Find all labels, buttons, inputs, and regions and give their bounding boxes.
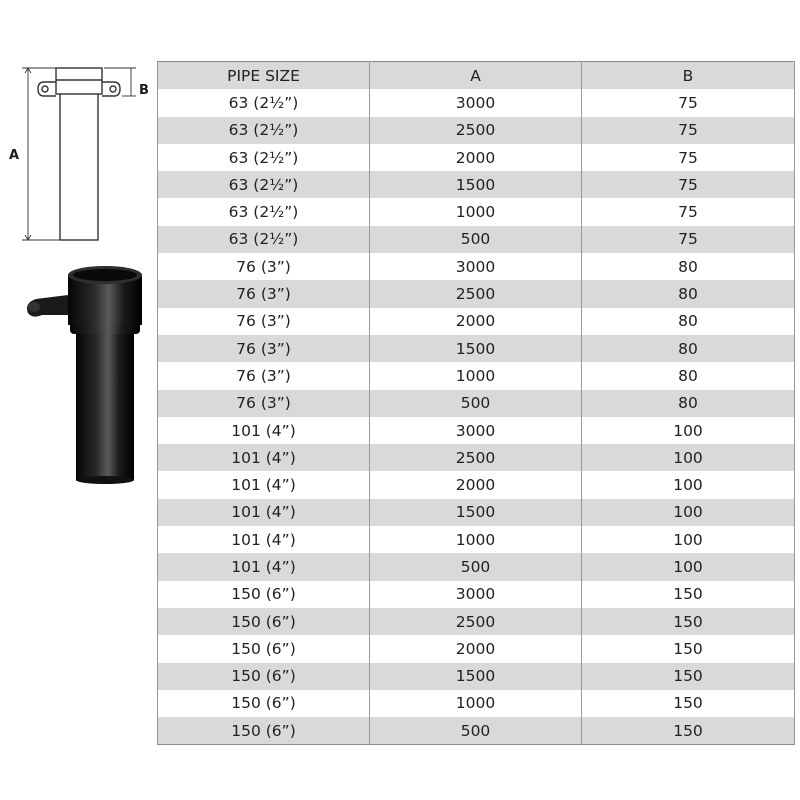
cell-a: 1500 bbox=[370, 335, 582, 362]
cell-a: 3000 bbox=[370, 253, 582, 280]
cell-pipe-size: 76 (3”) bbox=[158, 253, 370, 280]
cell-b: 150 bbox=[582, 581, 795, 608]
table-row bbox=[158, 198, 795, 225]
cell-b: 150 bbox=[582, 690, 795, 717]
dimension-a-label: A bbox=[9, 148, 20, 163]
cell-b: 150 bbox=[582, 663, 795, 690]
cell-a: 2000 bbox=[370, 308, 582, 335]
cell-a: 2000 bbox=[370, 471, 582, 498]
table-row bbox=[158, 717, 795, 745]
table-row bbox=[158, 308, 795, 335]
table-row bbox=[158, 144, 795, 171]
table-row bbox=[158, 581, 795, 608]
table-row bbox=[158, 690, 795, 717]
table-row bbox=[158, 390, 795, 417]
cell-b: 75 bbox=[582, 144, 795, 171]
cell-b: 150 bbox=[582, 635, 795, 662]
cell-b: 80 bbox=[582, 390, 795, 417]
cell-a: 2000 bbox=[370, 144, 582, 171]
table-row bbox=[158, 553, 795, 580]
cell-b: 100 bbox=[582, 526, 795, 553]
cell-a: 2000 bbox=[370, 635, 582, 662]
cell-a: 500 bbox=[370, 390, 582, 417]
cell-b: 80 bbox=[582, 335, 795, 362]
cell-pipe-size: 101 (4”) bbox=[158, 526, 370, 553]
cell-a: 1000 bbox=[370, 526, 582, 553]
table-row bbox=[158, 663, 795, 690]
cell-b: 75 bbox=[582, 171, 795, 198]
cell-a: 3000 bbox=[370, 581, 582, 608]
table-header-row bbox=[158, 62, 795, 90]
table-row bbox=[158, 635, 795, 662]
cell-a: 1000 bbox=[370, 690, 582, 717]
cell-pipe-size: 150 (6”) bbox=[158, 690, 370, 717]
table-row bbox=[158, 280, 795, 307]
cell-a: 1000 bbox=[370, 362, 582, 389]
cell-a: 1000 bbox=[370, 198, 582, 225]
cell-pipe-size: 63 (2½”) bbox=[158, 144, 370, 171]
pipe-dimension-diagram bbox=[0, 50, 160, 250]
pipe-size-table bbox=[157, 61, 795, 745]
cell-a: 3000 bbox=[370, 417, 582, 444]
table-row bbox=[158, 335, 795, 362]
cell-pipe-size: 150 (6”) bbox=[158, 635, 370, 662]
cell-pipe-size: 76 (3”) bbox=[158, 362, 370, 389]
cell-pipe-size: 101 (4”) bbox=[158, 471, 370, 498]
table-row bbox=[158, 417, 795, 444]
cell-a: 2500 bbox=[370, 117, 582, 144]
cell-pipe-size: 150 (6”) bbox=[158, 581, 370, 608]
header-pipe-size: PIPE SIZE bbox=[158, 62, 370, 90]
cell-b: 100 bbox=[582, 553, 795, 580]
cell-pipe-size: 63 (2½”) bbox=[158, 226, 370, 253]
table-row bbox=[158, 608, 795, 635]
cell-b: 80 bbox=[582, 362, 795, 389]
cell-a: 2500 bbox=[370, 608, 582, 635]
cell-b: 80 bbox=[582, 280, 795, 307]
cell-pipe-size: 76 (3”) bbox=[158, 280, 370, 307]
cell-pipe-size: 101 (4”) bbox=[158, 499, 370, 526]
pipe-product-image bbox=[18, 255, 158, 490]
table-row bbox=[158, 253, 795, 280]
table-row bbox=[158, 526, 795, 553]
cell-a: 3000 bbox=[370, 89, 582, 116]
cell-b: 80 bbox=[582, 253, 795, 280]
cell-b: 100 bbox=[582, 499, 795, 526]
cell-b: 100 bbox=[582, 417, 795, 444]
cell-b: 75 bbox=[582, 89, 795, 116]
header-b: B bbox=[582, 62, 795, 90]
cell-b: 150 bbox=[582, 608, 795, 635]
cell-pipe-size: 63 (2½”) bbox=[158, 117, 370, 144]
cell-pipe-size: 101 (4”) bbox=[158, 553, 370, 580]
table-row bbox=[158, 471, 795, 498]
cell-a: 2500 bbox=[370, 444, 582, 471]
cell-pipe-size: 101 (4”) bbox=[158, 444, 370, 471]
dimension-b-label: B bbox=[139, 83, 149, 98]
cell-pipe-size: 63 (2½”) bbox=[158, 198, 370, 225]
header-a: A bbox=[370, 62, 582, 90]
cell-pipe-size: 150 (6”) bbox=[158, 663, 370, 690]
cell-b: 75 bbox=[582, 117, 795, 144]
table-row bbox=[158, 499, 795, 526]
cell-b: 80 bbox=[582, 308, 795, 335]
table-row bbox=[158, 171, 795, 198]
cell-pipe-size: 63 (2½”) bbox=[158, 89, 370, 116]
table-row bbox=[158, 89, 795, 116]
cell-pipe-size: 76 (3”) bbox=[158, 335, 370, 362]
cell-pipe-size: 150 (6”) bbox=[158, 608, 370, 635]
cell-pipe-size: 76 (3”) bbox=[158, 308, 370, 335]
cell-b: 100 bbox=[582, 444, 795, 471]
cell-pipe-size: 63 (2½”) bbox=[158, 171, 370, 198]
cell-a: 500 bbox=[370, 717, 582, 745]
cell-a: 500 bbox=[370, 553, 582, 580]
cell-a: 500 bbox=[370, 226, 582, 253]
cell-a: 2500 bbox=[370, 280, 582, 307]
cell-b: 75 bbox=[582, 198, 795, 225]
cell-a: 1500 bbox=[370, 499, 582, 526]
cell-a: 1500 bbox=[370, 663, 582, 690]
cell-pipe-size: 101 (4”) bbox=[158, 417, 370, 444]
table-row bbox=[158, 226, 795, 253]
cell-pipe-size: 76 (3”) bbox=[158, 390, 370, 417]
table-row bbox=[158, 444, 795, 471]
table-row bbox=[158, 362, 795, 389]
table-row bbox=[158, 117, 795, 144]
cell-b: 100 bbox=[582, 471, 795, 498]
cell-b: 75 bbox=[582, 226, 795, 253]
cell-b: 150 bbox=[582, 717, 795, 745]
cell-pipe-size: 150 (6”) bbox=[158, 717, 370, 745]
cell-a: 1500 bbox=[370, 171, 582, 198]
